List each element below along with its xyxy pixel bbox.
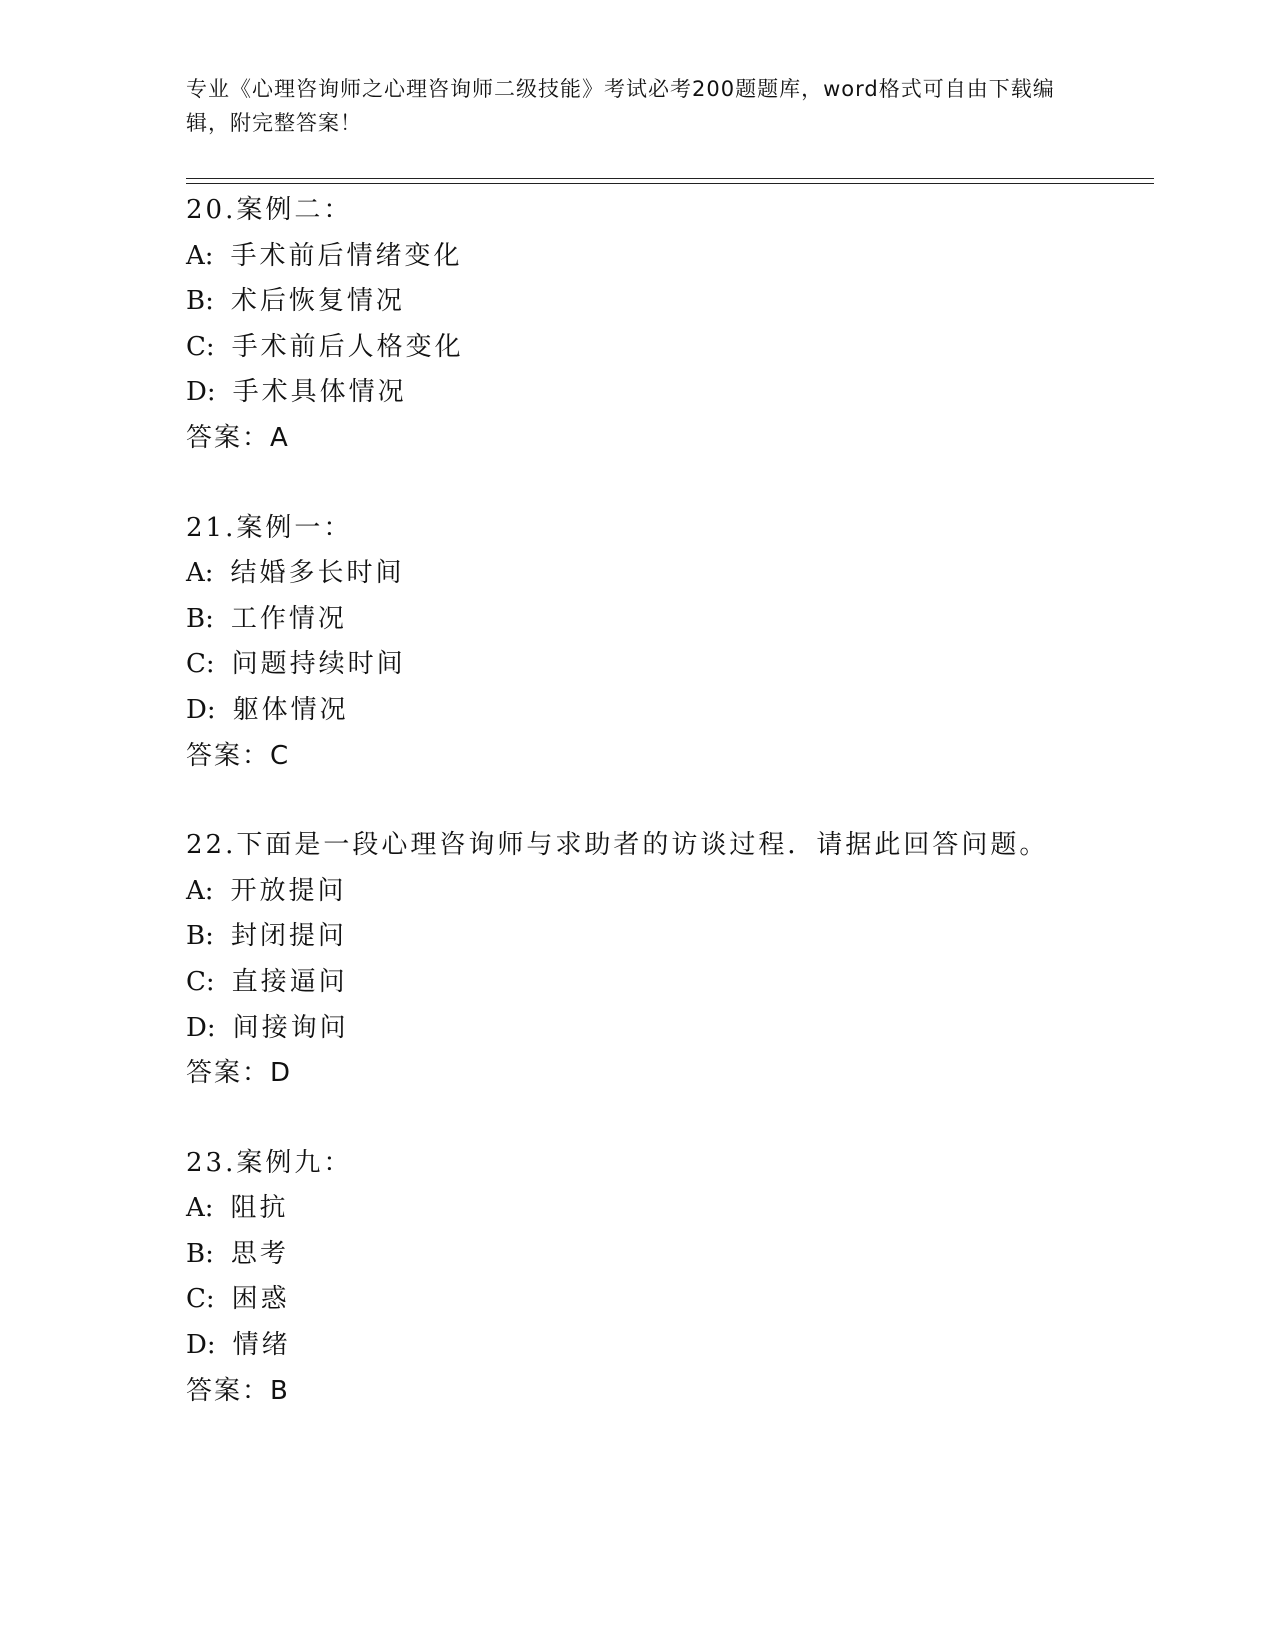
option-d (186, 1323, 1146, 1369)
option-letter: B (186, 1238, 206, 1269)
option-c (186, 960, 1146, 1006)
option-separator: : (205, 966, 218, 997)
question-item (186, 823, 1146, 1097)
option-letter: B (186, 921, 206, 952)
question-stem: 23.案例九： (186, 1147, 353, 1178)
header-divider-bottom (186, 183, 1154, 184)
document-header: 专业《心理咨询师之心理咨询师二级技能》考试必考200题题库，word格式可自由下载编辑，附完整答案！ (186, 77, 1055, 135)
option-text: 手术具体情况 (232, 377, 407, 408)
option-text: 手术前后情绪变化 (230, 240, 463, 271)
option-letter: B (186, 603, 206, 634)
option-a (186, 1186, 1146, 1232)
option-text: 直接逼问 (231, 966, 348, 997)
option-letter: A (186, 558, 205, 589)
option-text: 情绪 (232, 1330, 291, 1361)
option-separator: : (204, 1193, 217, 1224)
option-letter: D (186, 694, 207, 725)
option-text: 手术前后人格变化 (231, 331, 464, 362)
option-b (186, 914, 1146, 960)
option-separator: : (205, 649, 218, 680)
option-text: 间接询问 (232, 1012, 349, 1043)
answer-line: 答案：B (186, 1375, 290, 1406)
option-b (186, 279, 1146, 325)
option-d (186, 370, 1146, 416)
option-text: 思考 (230, 1238, 289, 1269)
option-letter: C (186, 649, 206, 680)
option-text: 躯体情况 (232, 694, 349, 725)
option-d (186, 688, 1146, 734)
option-letter: A (186, 1193, 205, 1224)
option-separator: : (206, 377, 219, 408)
option-text: 问题持续时间 (231, 649, 406, 680)
option-separator: : (205, 603, 217, 634)
question-item (186, 188, 1146, 462)
option-text: 困惑 (231, 1284, 290, 1315)
option-letter: B (186, 286, 206, 317)
option-separator: : (205, 1238, 217, 1269)
question-item (186, 1141, 1146, 1415)
option-separator: : (206, 694, 219, 725)
option-b (186, 597, 1146, 643)
option-letter: A (186, 875, 205, 906)
option-letter: A (186, 240, 205, 271)
option-a (186, 234, 1146, 280)
option-separator: : (204, 240, 217, 271)
option-letter: C (186, 966, 206, 997)
option-a (186, 869, 1146, 915)
option-c (186, 325, 1146, 371)
question-stem: 22.下面是一段心理咨询师与求助者的访谈过程．请据此回答问题。 (186, 830, 1049, 861)
question-stem: 21.案例一： (186, 512, 353, 543)
option-d (186, 1006, 1146, 1052)
option-separator: : (205, 921, 217, 952)
option-text: 工作情况 (230, 603, 347, 634)
option-b (186, 1232, 1146, 1278)
question-item (186, 506, 1146, 780)
option-letter: D (186, 1330, 207, 1361)
question-stem: 20.案例二： (186, 195, 353, 225)
option-letter: C (186, 331, 206, 362)
option-letter: D (186, 377, 207, 408)
option-c (186, 1277, 1146, 1323)
option-separator: : (205, 286, 217, 317)
question-list (186, 188, 1146, 1458)
option-c (186, 642, 1146, 688)
option-letter: C (186, 1284, 206, 1315)
option-a (186, 551, 1146, 597)
option-text: 阻抗 (230, 1193, 289, 1224)
option-letter: D (186, 1012, 207, 1043)
option-text: 术后恢复情况 (230, 286, 405, 317)
option-separator: : (205, 1284, 218, 1315)
option-text: 结婚多长时间 (230, 558, 405, 589)
header-divider-top (186, 178, 1154, 179)
option-separator: : (206, 1012, 219, 1043)
option-separator: : (204, 875, 217, 906)
option-separator: : (205, 331, 218, 362)
option-separator: : (204, 558, 217, 589)
option-separator: : (206, 1330, 219, 1361)
answer-line: 答案：C (186, 740, 291, 771)
option-text: 开放提问 (230, 875, 347, 906)
answer-line: 答案：D (186, 1058, 293, 1089)
option-text: 封闭提问 (230, 921, 347, 952)
answer-line: 答案：A (186, 422, 290, 453)
